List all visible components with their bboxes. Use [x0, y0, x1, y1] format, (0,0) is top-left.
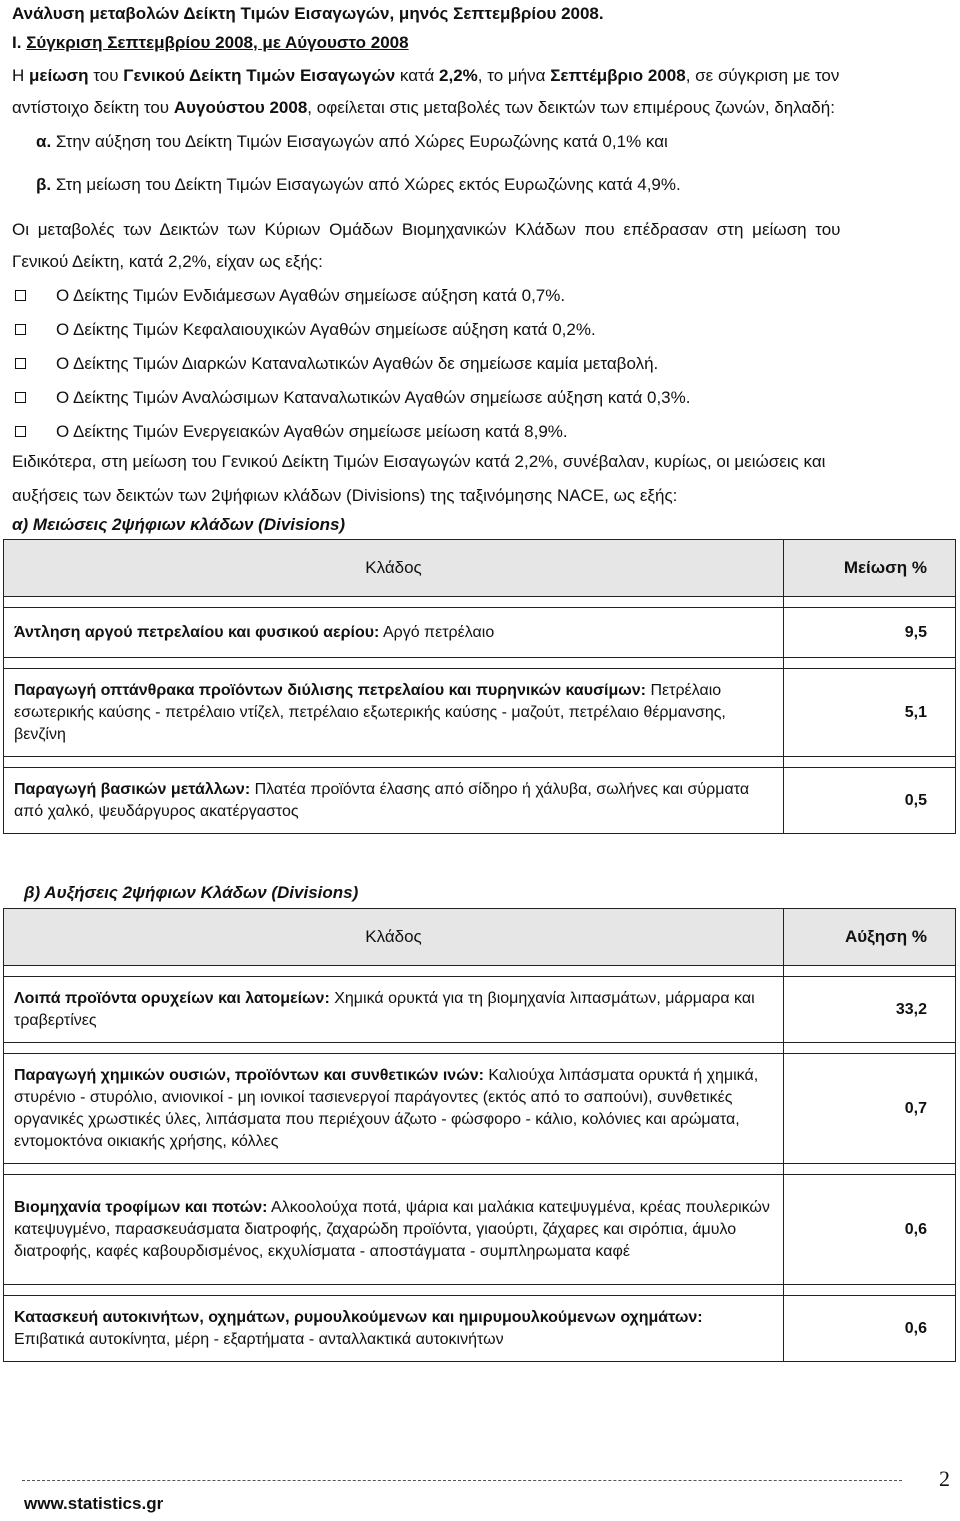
footer-divider: [22, 1480, 902, 1481]
checkbox-bullet-icon: [15, 324, 26, 335]
paragraph-3-line-2: αυξήσεις των δεικτών των 2ψήφιων κλάδων (Divisions) της ταξινόμησης NACE, ως εξής:: [12, 486, 678, 505]
column-header-value: Αύξηση %: [784, 909, 956, 966]
sector-cell: Βιομηχανία τροφίμων και ποτών: Αλκοολούχα ποτά, ψάρια και μαλάκια κατεψυγμένα, κρέας πουλερικών κατεψυγμένο, παρασκευάσματα διατροφής, ζαχαρώδη προϊόντα, γιαούρτι, ζάχαρες και σιρόπια, άμυλο διατροφής, καφές καβουρδισμένος, εκχυλίσματα - αποστάγματα - συμπληρωματα καφέ: [4, 1175, 784, 1285]
page-number: 2: [939, 1466, 950, 1491]
item-a: α. Στην αύξηση του Δείκτη Τιμών Εισαγωγών από Χώρες Ευρωζώνης κατά 0,1% και: [36, 132, 668, 151]
value-cell: 0,6: [784, 1296, 956, 1362]
paragraph-3-line-1: Ειδικότερα, στη μείωση του Γενικού Δείκτη Τιμών Εισαγωγών κατά 2,2%, συνέβαλαν, κυρίως, οι μειώσεις και: [12, 452, 826, 471]
item-b: β. Στη μείωση του Δείκτη Τιμών Εισαγωγών από Χώρες εκτός Ευρωζώνης κατά 4,9%.: [36, 175, 681, 194]
section-heading-text: Σύγκριση Σεπτεμβρίου 2008, με Αύγουστο 2008: [26, 33, 409, 52]
table-b-title: β) Αυξήσεις 2ψήφιων Κλάδων (Divisions): [24, 883, 359, 902]
table-header-row: [4, 540, 956, 597]
checkbox-bullet-icon: [15, 426, 26, 437]
paragraph-2-line-1: Οι μεταβολές των Δεικτών των Κύριων Ομάδων Βιομηχανικών Κλάδων που επέδρασαν στη μείωση του: [12, 220, 841, 239]
bullet-item: Ο Δείκτης Τιμών Αναλώσιμων Καταναλωτικών Αγαθών σημείωσε αύξηση κατά 0,3%.: [56, 388, 690, 408]
bullet-item: Ο Δείκτης Τιμών Διαρκών Καταναλωτικών Αγαθών δε σημείωσε καμία μεταβολή.: [56, 354, 658, 374]
checkbox-bullet-icon: [15, 290, 26, 301]
paragraph-1-line-2: αντίστοιχο δείκτη του Αυγούστου 2008, οφείλεται στις μεταβολές των δεικτών των επιμέρους ζωνών, δηλαδή:: [12, 98, 835, 117]
table-row: [4, 1296, 956, 1362]
table-row: [4, 669, 956, 757]
column-header-sector: Κλάδος: [4, 540, 784, 597]
sector-cell: Κατασκευή αυτοκινήτων, οχημάτων, ρυμουλκούμενων και ημιρυμουλκούμενων οχημάτων: Επιβατικά αυτοκίνητα, μέρη - εξαρτήματα - ανταλλακτικά αυτοκινήτων: [4, 1296, 784, 1362]
column-header-value: Μείωση %: [784, 540, 956, 597]
bullet-item: Ο Δείκτης Τιμών Κεφαλαιουχικών Αγαθών σημείωσε αύξηση κατά 0,2%.: [56, 320, 596, 340]
table-row: [4, 768, 956, 834]
sector-cell: Παραγωγή βασικών μετάλλων: Πλατέα προϊόντα έλασης από σίδηρο ή χάλυβα, σωλήνες και σύρματα από χαλκό, ψευδάργυρος ακατέργαστος: [4, 768, 784, 834]
value-cell: 0,5: [784, 768, 956, 834]
column-header-sector: Κλάδος: [4, 909, 784, 966]
paragraph-1-line-1: Η μείωση του Γενικού Δείκτη Τιμών Εισαγωγών κατά 2,2%, το μήνα Σεπτέμβριο 2008, σε σύγκριση με τον: [12, 66, 840, 85]
bullet-item: Ο Δείκτης Τιμών Ενεργειακών Αγαθών σημείωσε μείωση κατά 8,9%.: [56, 422, 568, 442]
value-cell: 9,5: [784, 608, 956, 658]
checkbox-bullet-icon: [15, 392, 26, 403]
table-row: [4, 977, 956, 1043]
sector-cell: Παραγωγή χημικών ουσιών, προϊόντων και συνθετικών ινών: Καλιούχα λιπάσματα ορυκτά ή χημικά, στυρένιο - στυρόλιο, ανιονικοί - μη ιονικοί τασιενεργοί παράγοντες (εκτός από το σαπούνι), συνθετικές οργανικές χρωστικές ύλες, λιπάσματα που περιέχουν άζωτο - φώσφορο - κάλιο, κολόνιες και αρώματα, εντομοκτόνα οικιακής χρήσης, κόλλες: [4, 1054, 784, 1164]
table-row: [4, 1054, 956, 1164]
value-cell: 0,6: [784, 1175, 956, 1285]
item-a-label: α.: [36, 132, 52, 151]
value-cell: 33,2: [784, 977, 956, 1043]
table-a-title: α) Μειώσεις 2ψήφιων κλάδων (Divisions): [12, 515, 346, 534]
document-title: Ανάλυση μεταβολών Δείκτη Τιμών Εισαγωγών, μηνός Σεπτεμβρίου 2008.: [12, 4, 604, 23]
value-cell: 5,1: [784, 669, 956, 757]
footer-website-link[interactable]: www.statistics.gr: [24, 1494, 164, 1513]
checkbox-bullet-icon: [15, 358, 26, 369]
paragraph-2-line-2: Γενικού Δείκτη, κατά 2,2%, είχαν ως εξής:: [12, 252, 323, 271]
section-marker: Ι.: [12, 33, 22, 52]
item-b-label: β.: [36, 175, 52, 194]
section-heading: [12, 33, 950, 53]
sector-cell: Λοιπά προϊόντα ορυχείων και λατομείων: Χημικά ορυκτά για τη βιομηχανία λιπασμάτων, μάρμαρα και τραβερτίνες: [4, 977, 784, 1043]
sector-cell: Παραγωγή οπτάνθρακα προϊόντων διύλισης πετρελαίου και πυρηνικών καυσίμων: Πετρέλαιο εσωτερικής καύσης - πετρέλαιο ντίζελ, πετρέλαιο εξωτερικής καύσης - μαζούτ, πετρέλαιο θέρμανσης, βενζίνη: [4, 669, 784, 757]
table-row: [4, 1175, 956, 1285]
increases-table: [3, 908, 956, 1362]
bullet-item: Ο Δείκτης Τιμών Ενδιάμεσων Αγαθών σημείωσε αύξηση κατά 0,7%.: [56, 286, 565, 306]
table-header-row: [4, 909, 956, 966]
decreases-table: [3, 539, 956, 834]
sector-cell: Άντληση αργού πετρελαίου και φυσικού αερίου: Αργό πετρέλαιο: [4, 608, 784, 658]
table-row: [4, 608, 956, 658]
value-cell: 0,7: [784, 1054, 956, 1164]
